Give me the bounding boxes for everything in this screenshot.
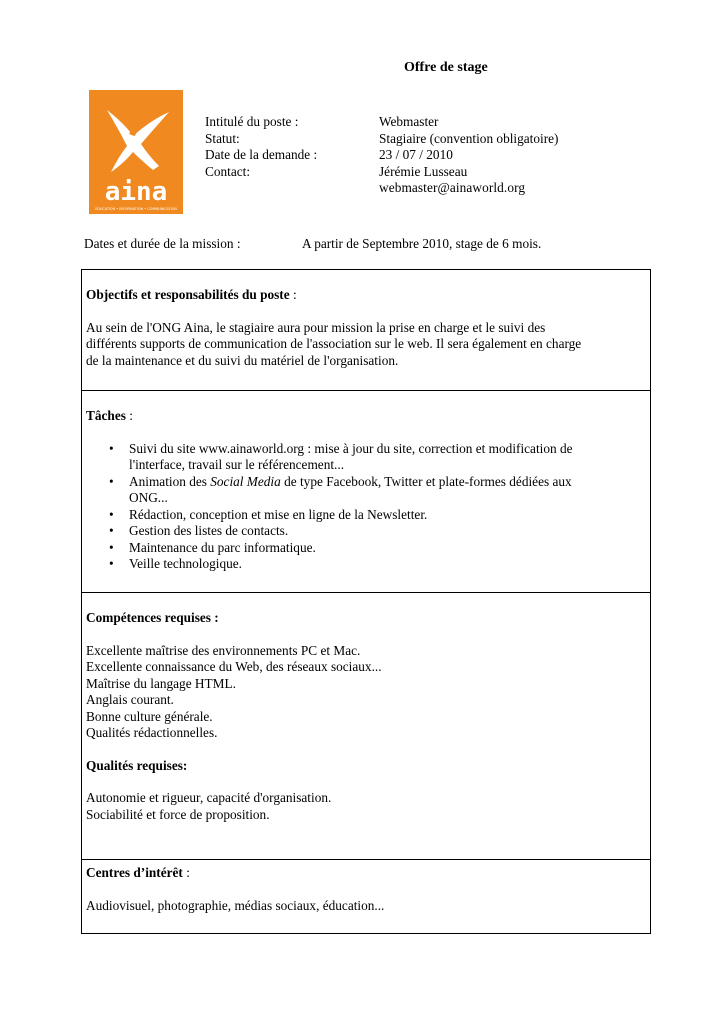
section-competences (81, 592, 651, 860)
qualites-heading: Qualités requises: (86, 757, 188, 773)
list-item: • Maintenance du parc informatique. (129, 540, 644, 557)
section-heading: Tâches : (86, 408, 133, 423)
qualites-list: Autonomie et rigueur, capacité d'organisation. Sociabilité et force de proposition. (86, 790, 332, 822)
info-row-contact (205, 164, 558, 181)
objectifs-text: Au sein de l'ONG Aina, le stagiaire aura pour mission la prise en charge et le suivi des différents supports de communication de l'association sur le web. Il sera également en charge de la maintenance et du suivi du matériel de l'organisation. (86, 319, 582, 368)
info-row-email (205, 180, 558, 197)
info-value: Jérémie Lusseau (379, 163, 468, 179)
info-value: Webmaster (379, 114, 439, 129)
section-taches (81, 390, 651, 593)
logo-wordmark: aina (104, 177, 168, 207)
info-row-date (205, 147, 558, 164)
mission-dates (84, 236, 541, 253)
info-label: Date de la demande : (205, 147, 318, 162)
section-heading: Centres d’intérêt : (86, 865, 190, 880)
info-row-poste (205, 114, 558, 131)
info-label: Statut: (205, 130, 240, 146)
list-item: • Animation des Social Media de type Facebook, Twitter et plate-formes dédiées aux ONG... (129, 474, 644, 507)
interets-text: Audiovisuel, photographie, médias sociaux, éducation... (86, 897, 385, 913)
info-value: Stagiaire (convention obligatoire) (379, 130, 559, 146)
list-item: • Veille technologique. (129, 556, 644, 573)
tasks-list (86, 441, 644, 573)
list-item: • Gestion des listes de contacts. (129, 523, 644, 540)
info-label: Contact: (205, 163, 251, 179)
logo-tagline: EDUCATION • INFORMATION • COMMUNICATION (95, 207, 177, 211)
section-heading: Compétences requises : (86, 610, 219, 625)
info-row-statut (205, 131, 558, 148)
info-label: Intitulé du poste : (205, 114, 299, 129)
document-title: Offre de stage (404, 60, 488, 75)
competences-list: Excellente maîtrise des environnements PC et Mac. Excellente connaissance du Web, des réseaux sociaux... Maîtrise du langage HTML. Anglais courant. Bonne culture générale. Qualités rédactionnelles. (86, 642, 382, 740)
list-item: • Rédaction, conception et mise en ligne de la Newsletter. (129, 507, 644, 524)
info-label (205, 180, 379, 197)
section-heading: Objectifs et responsabilités du poste : (86, 287, 297, 302)
section-interets (81, 859, 651, 934)
list-item: • Suivi du site www.ainaworld.org : mise à jour du site, correction et modification de l'interface, travail sur le référencement... (129, 441, 644, 474)
mission-label: Dates et durée de la mission : (84, 236, 241, 251)
mission-value: A partir de Septembre 2010, stage de 6 mois. (302, 236, 542, 251)
contact-email[interactable]: webmaster@ainaworld.org (379, 180, 526, 195)
aina-logo (89, 90, 183, 214)
job-info-block (205, 114, 558, 197)
section-objectifs (81, 269, 651, 391)
info-value: 23 / 07 / 2010 (379, 147, 453, 162)
